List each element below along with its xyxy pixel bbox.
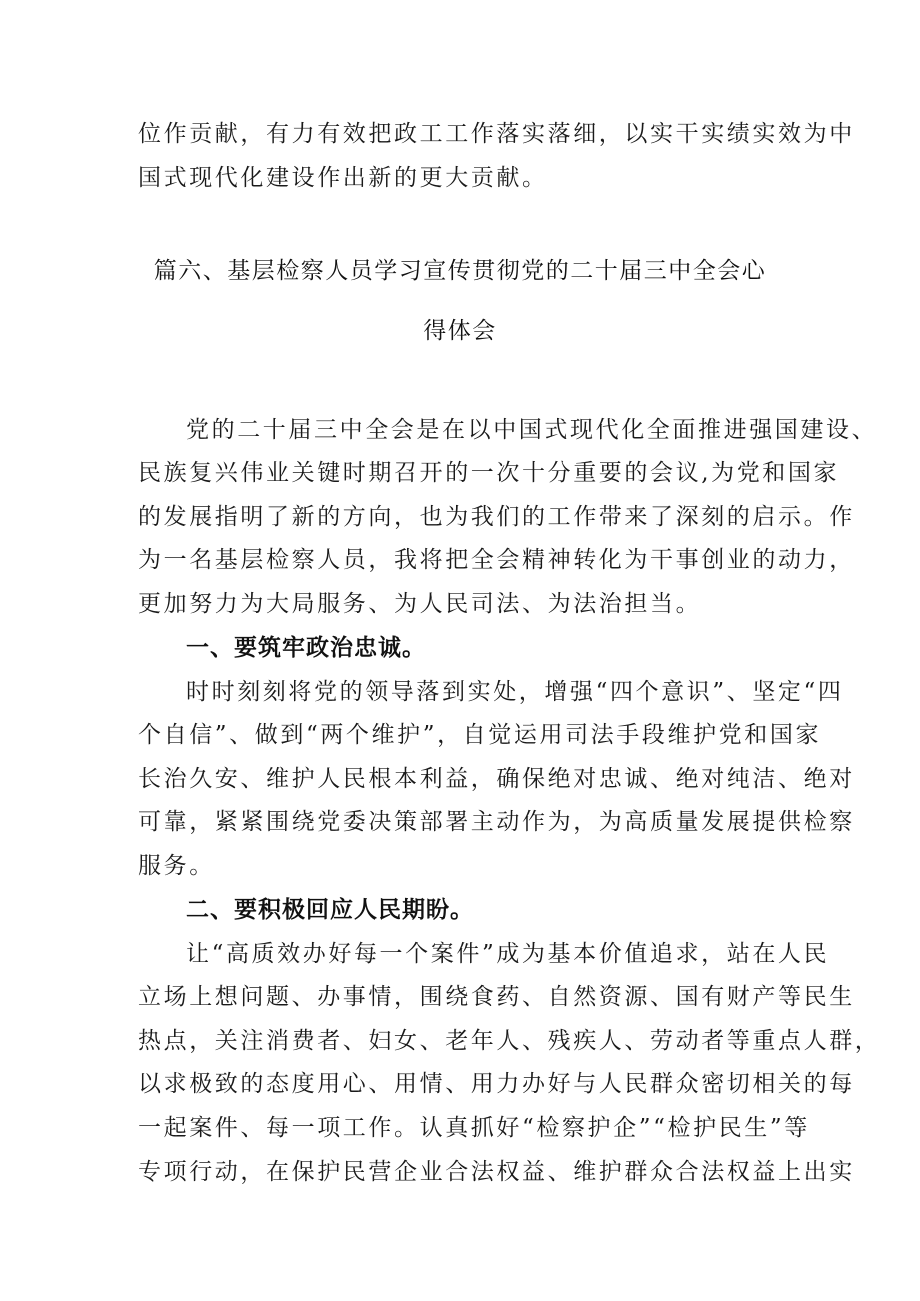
section-2-text-line: 一起案件、每一项工作。认真抓好“检察护企”“检护民生”等 [138,1115,810,1141]
section-1-text-line: 长治久安、维护人民根本利益，确保绝对忠诚、绝对纯洁、绝对 [138,766,855,792]
body-text-line: 国式现代化建设作出新的更大贡献。 [138,165,548,191]
intro-text-line: 更加努力为大局服务、为人民司法、为法治担当。 [138,591,702,617]
body-text-line: 位作贡献，有力有效把政工工作落实落细，以实干实绩实效为中 [138,121,855,147]
section-1-text-line: 个自信”、做到“两个维护”，自觉运用司法手段维护党和国家 [138,722,822,748]
section-2-heading: 二、要积极回应人民期盼。 [186,897,474,923]
section-2-text-line: 让“高质效办好每一个案件”成为基本价值追求，站在人民 [186,941,830,967]
intro-text-line: 民族复兴伟业关键时期召开的一次十分重要的会议,为党和国家 [138,460,840,486]
section-2-text-line: 立场上想问题、办事情，围绕食药、自然资源、国有财产等民生 [138,984,855,1010]
section-2-text-line: 以求极致的态度用心、用情、用力办好与人民群众密切相关的每 [138,1071,855,1097]
section-1-text-line: 时时刻刻将党的领导落到实处，增强“四个意识”、坚定“四 [186,679,844,705]
section-1-text-line: 可靠，紧紧围绕党委决策部署主动作为，为高质量发展提供检察 [138,809,855,835]
intro-text-line: 党的二十届三中全会是在以中国式现代化全面推进强国建设、 [186,417,878,443]
section-1-text-line: 服务。 [138,853,215,879]
document-title-line-2: 得体会 [423,318,497,344]
document-title-line-1: 篇六、基层检察人员学习宣传贯彻党的二十届三中全会心 [153,258,767,284]
intro-text-line: 为一名基层检察人员，我将把全会精神转化为干事创业的动力， [138,547,855,573]
section-1-heading: 一、要筑牢政治忠诚。 [186,635,426,661]
intro-text-line: 的发展指明了新的方向，也为我们的工作带来了深刻的启示。作 [138,504,855,530]
section-2-text-line: 专项行动，在保护民营企业合法权益、维护群众合法权益上出实 [138,1159,855,1185]
section-2-text-line: 热点，关注消费者、妇女、老年人、残疾人、劳动者等重点人群， [138,1028,881,1054]
